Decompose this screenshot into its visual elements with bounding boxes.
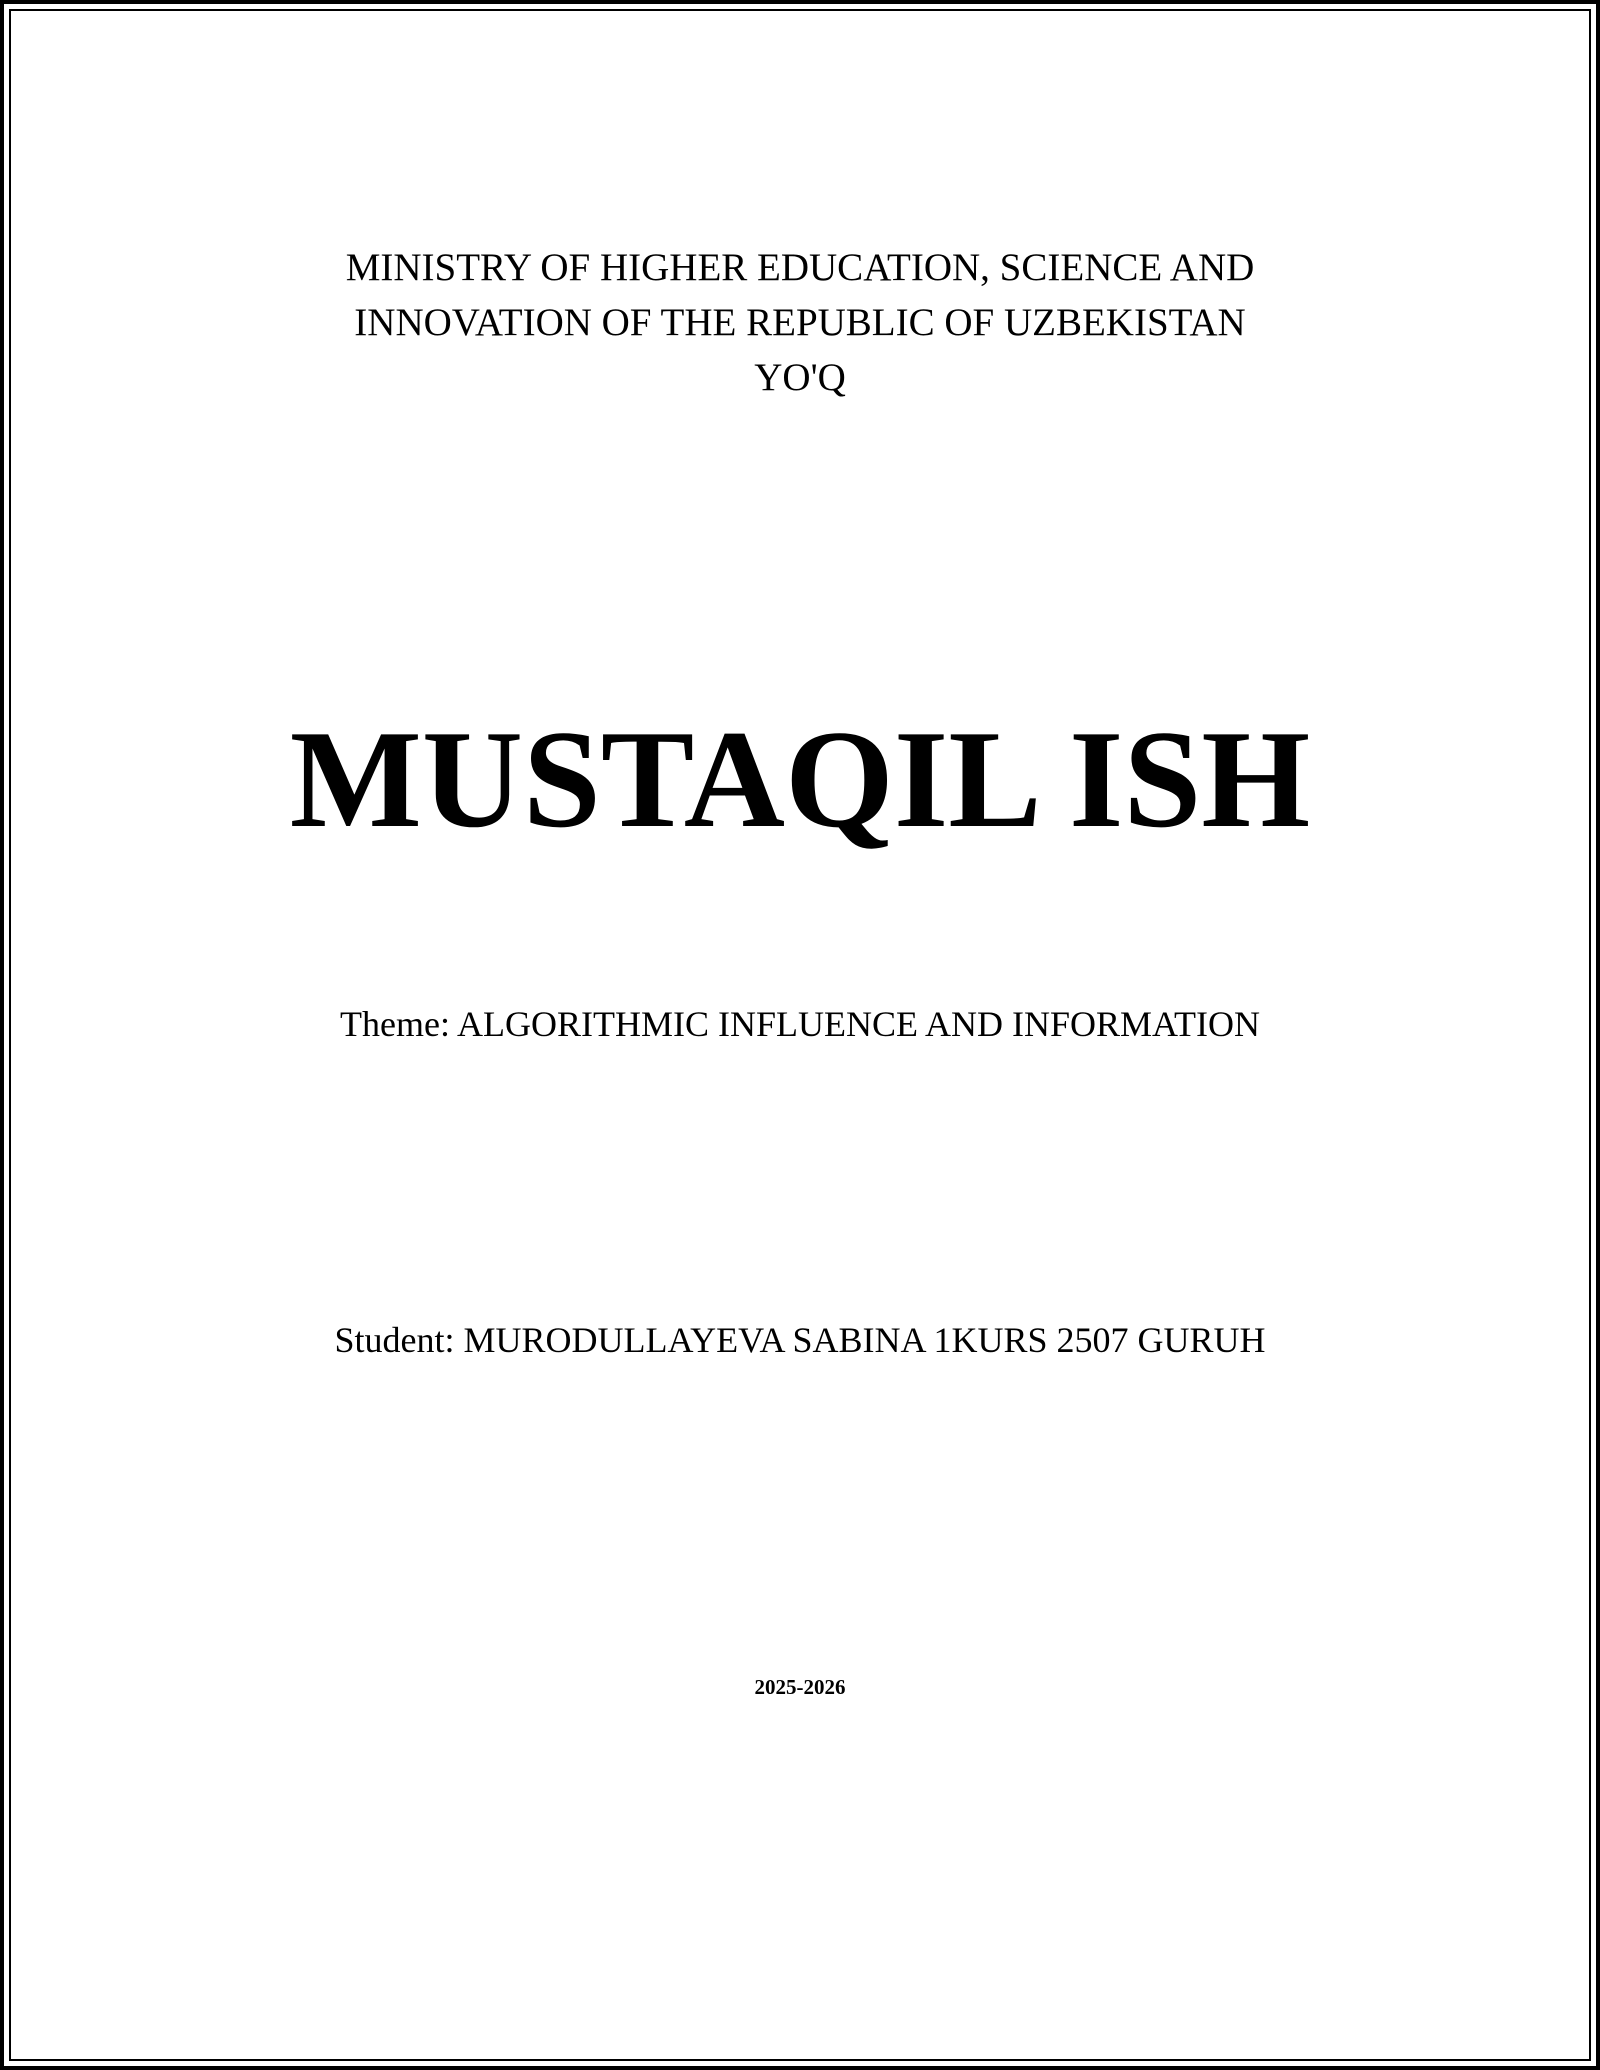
ministry-header-line-1: MINISTRY OF HIGHER EDUCATION, SCIENCE AND (345, 246, 1255, 289)
ministry-header-line-3: YO'Q (754, 356, 846, 399)
student-line: Student: MURODULLAYEVA SABINA 1KURS 2507 GURUH (334, 1320, 1266, 1360)
ministry-header-line-2: INNOVATION OF THE REPUBLIC OF UZBEKISTAN (354, 301, 1246, 344)
document-title: MUSTAQIL ISH (289, 702, 1311, 857)
academic-year: 2025-2026 (754, 1675, 846, 1699)
theme-line: Theme: ALGORITHMIC INFLUENCE AND INFORMATION (340, 1004, 1260, 1044)
ministry-header (0, 240, 1600, 405)
